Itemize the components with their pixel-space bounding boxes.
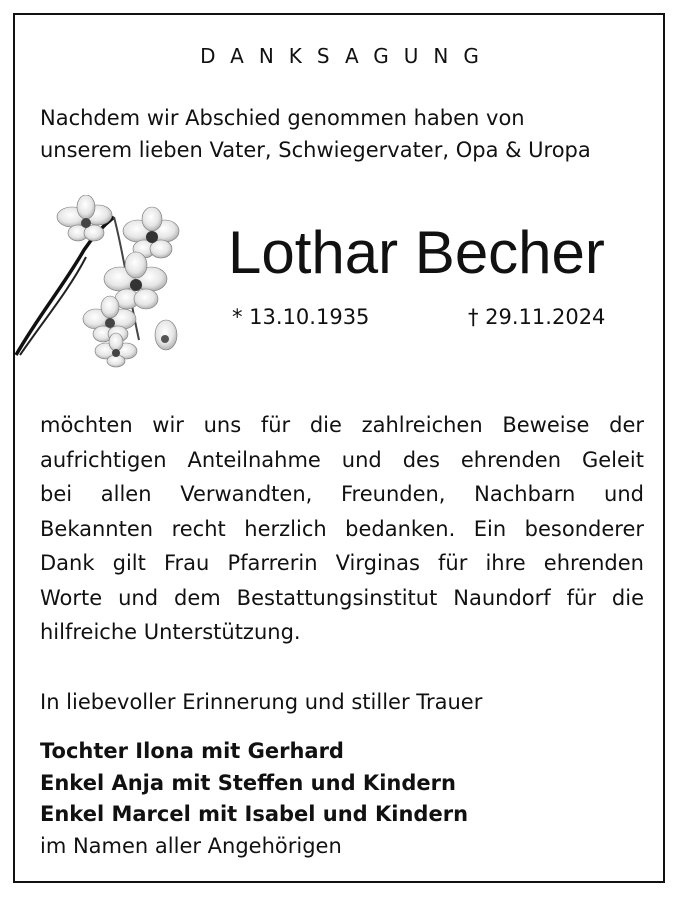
intro-line: Nachdem wir Abschied genommen haben von	[40, 106, 525, 130]
heading: DANKSAGUNG	[200, 44, 494, 68]
body-line: möchten wir uns für die zahlreichen Beweise der	[40, 413, 644, 437]
signers-block	[40, 736, 468, 862]
body-line: bei allen Verwandten, Freunden, Nachbarn und	[40, 482, 644, 506]
signer-name: Tochter Ilona mit Gerhard	[40, 739, 344, 763]
body-line: Dank gilt Frau Pfarrerin Virginas für ihre ehrenden	[40, 551, 644, 575]
body-line: Bekannten recht herzlich bedanken. Ein besonderer	[40, 516, 644, 541]
body-line: hilfreiche Unterstützung.	[40, 620, 301, 644]
intro-line: unserem lieben Vater, Schwiegervater, Opa & Uropa	[40, 138, 591, 162]
orchid-flower-icon	[14, 195, 184, 370]
birth-date: * 13.10.1935	[232, 305, 370, 329]
intro-text	[40, 102, 650, 166]
body-line: Worte und dem Bestattungsinstitut Naundorf für die	[40, 585, 644, 610]
thank-you-text	[40, 408, 644, 650]
signoff-line: im Namen aller Angehörigen	[40, 833, 342, 858]
body-line: aufrichtigen Anteilnahme und des ehrenden Geleit	[40, 447, 644, 472]
closing-line: In liebevoller Erinnerung und stiller Trauer	[40, 690, 483, 714]
death-date: † 29.11.2024	[468, 305, 606, 329]
deceased-name: Lothar Becher	[228, 219, 605, 286]
signer-name: Enkel Marcel mit Isabel und Kindern	[40, 802, 469, 826]
signer-name: Enkel Anja mit Steffen und Kindern	[40, 770, 456, 795]
